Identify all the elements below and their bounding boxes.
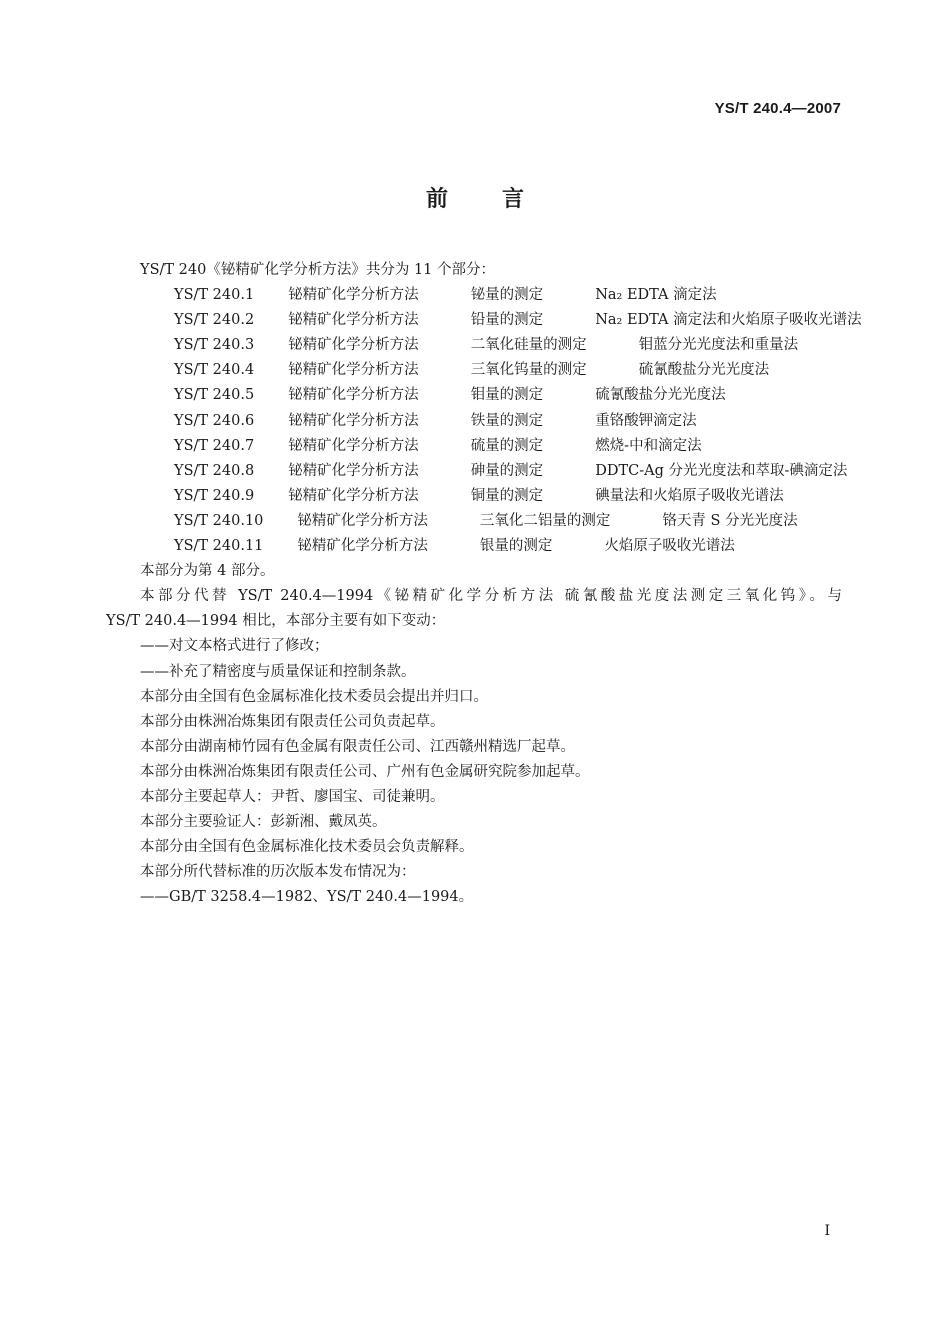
replace-paragraph-line-2: YS/T 240.4—1994 相比，本部分主要有如下变动：	[106, 613, 446, 630]
part-series-title: 铋精矿化学分析方法	[288, 387, 419, 404]
part-method: 铬天青 S 分光光度法	[662, 512, 798, 529]
history-intro-paragraph: 本部分所代替标准的历次版本发布情况为：	[140, 864, 416, 881]
part-item: 砷量的测定	[470, 462, 544, 479]
part-list-item	[106, 509, 842, 534]
part-code: YS/T 240.7	[174, 437, 255, 454]
change-item-1: ——对文本格式进行了修改；	[140, 638, 329, 655]
part-list-item	[106, 383, 842, 408]
part-series-title: 铋精矿化学分析方法	[288, 412, 419, 429]
part-item: 铁量的测定	[470, 412, 544, 429]
part-series-title: 铋精矿化学分析方法	[288, 437, 419, 454]
part-series-title: 铋精矿化学分析方法	[288, 487, 419, 504]
part-method: 钼蓝分光光度法和重量法	[638, 337, 799, 354]
part-method: 重铬酸钾滴定法	[595, 412, 697, 429]
part-method: 硫氰酸盐分光光度法	[638, 362, 770, 379]
proposed-paragraph: 本部分由全国有色金属标准化技术委员会提出并归口。	[140, 688, 488, 705]
part-code: YS/T 240.11	[174, 538, 264, 555]
part-item: 银量的测定	[479, 538, 553, 555]
part-item: 铋量的测定	[470, 287, 544, 304]
page-title-char-1: 前	[425, 187, 448, 212]
part-item: 三氧化钨量的测定	[470, 362, 587, 379]
this-part-paragraph: 本部分为第 4 部分。	[140, 563, 275, 580]
part-list-item	[106, 409, 842, 434]
part-code: YS/T 240.3	[174, 337, 255, 354]
part-list-item	[106, 283, 842, 308]
part-code: YS/T 240.5	[174, 387, 255, 404]
part-list-item	[106, 333, 842, 358]
part-series-title: 铋精矿化学分析方法	[288, 337, 419, 354]
interpretation-paragraph: 本部分由全国有色金属标准化技术委员会负责解释。	[140, 839, 474, 856]
part-series-title: 铋精矿化学分析方法	[297, 538, 428, 555]
part-list-item	[106, 534, 842, 559]
part-item: 三氧化二铝量的测定	[479, 512, 611, 529]
standard-code: YS/T 240.4—2007	[714, 100, 841, 117]
intro-paragraph: YS/T 240《铋精矿化学分析方法》共分为 11 个部分：	[140, 262, 496, 278]
parts-list	[106, 283, 862, 559]
part-series-title: 铋精矿化学分析方法	[288, 362, 419, 379]
part-method: Na₂ EDTA 滴定法	[595, 287, 717, 304]
replace-paragraph-line-1: 本部分代替 YS/T 240.4—1994《铋精矿化学分析方法 硫氰酸盐光度法测定三氧化钨》。与	[140, 588, 842, 605]
part-series-title: 铋精矿化学分析方法	[288, 462, 419, 479]
part-code: YS/T 240.8	[174, 462, 255, 479]
part-code: YS/T 240.1	[174, 287, 255, 304]
part-code: YS/T 240.2	[174, 312, 255, 329]
part-method: 碘量法和火焰原子吸收光谱法	[595, 487, 784, 504]
part-list-item	[106, 308, 862, 333]
part-code: YS/T 240.10	[174, 512, 264, 529]
part-series-title: 铋精矿化学分析方法	[288, 312, 419, 329]
part-code: YS/T 240.4	[174, 362, 255, 379]
page-number: I	[824, 1223, 830, 1239]
part-item: 硫量的测定	[470, 437, 544, 454]
verifiers-paragraph: 本部分主要验证人：彭新湘、戴凤英。	[140, 814, 387, 831]
part-method: DDTC-Ag 分光光度法和萃取-碘滴定法	[595, 462, 848, 479]
drafters-paragraph: 本部分主要起草人：尹哲、廖国宝、司徒兼明。	[140, 788, 445, 805]
preface-body	[106, 258, 862, 910]
part-series-title: 铋精矿化学分析方法	[297, 512, 428, 529]
part-list-item	[106, 459, 848, 484]
part-list-item	[106, 358, 842, 383]
part-method: 火焰原子吸收光谱法	[604, 538, 735, 555]
history-paragraph: ——GB/T 3258.4—1982、YS/T 240.4—1994。	[140, 889, 474, 906]
change-item-2: ——补充了精密度与质量保证和控制条款。	[140, 663, 416, 680]
page-title	[0, 182, 950, 213]
part-method: Na₂ EDTA 滴定法和火焰原子吸收光谱法	[595, 312, 862, 329]
part-item: 二氧化硅量的测定	[470, 337, 587, 354]
part-list-item	[106, 484, 842, 509]
part-code: YS/T 240.9	[174, 487, 255, 504]
part-item: 钼量的测定	[470, 387, 544, 404]
participated-paragraph: 本部分由株洲冶炼集团有限责任公司、广州有色金属研究院参加起草。	[140, 763, 590, 780]
part-item: 铜量的测定	[470, 487, 544, 504]
drafted-by-paragraph: 本部分由株洲冶炼集团有限责任公司负责起草。	[140, 713, 445, 730]
part-series-title: 铋精矿化学分析方法	[288, 287, 419, 304]
part-code: YS/T 240.6	[174, 412, 255, 429]
part-method: 燃烧-中和滴定法	[595, 437, 702, 454]
part-method: 硫氰酸盐分光光度法	[595, 387, 726, 404]
co-drafted-paragraph: 本部分由湖南柿竹园有色金属有限责任公司、江西赣州精选厂起草。	[140, 738, 575, 755]
part-list-item	[106, 434, 842, 459]
page-title-char-2: 言	[502, 187, 525, 212]
part-item: 铅量的测定	[470, 312, 544, 329]
